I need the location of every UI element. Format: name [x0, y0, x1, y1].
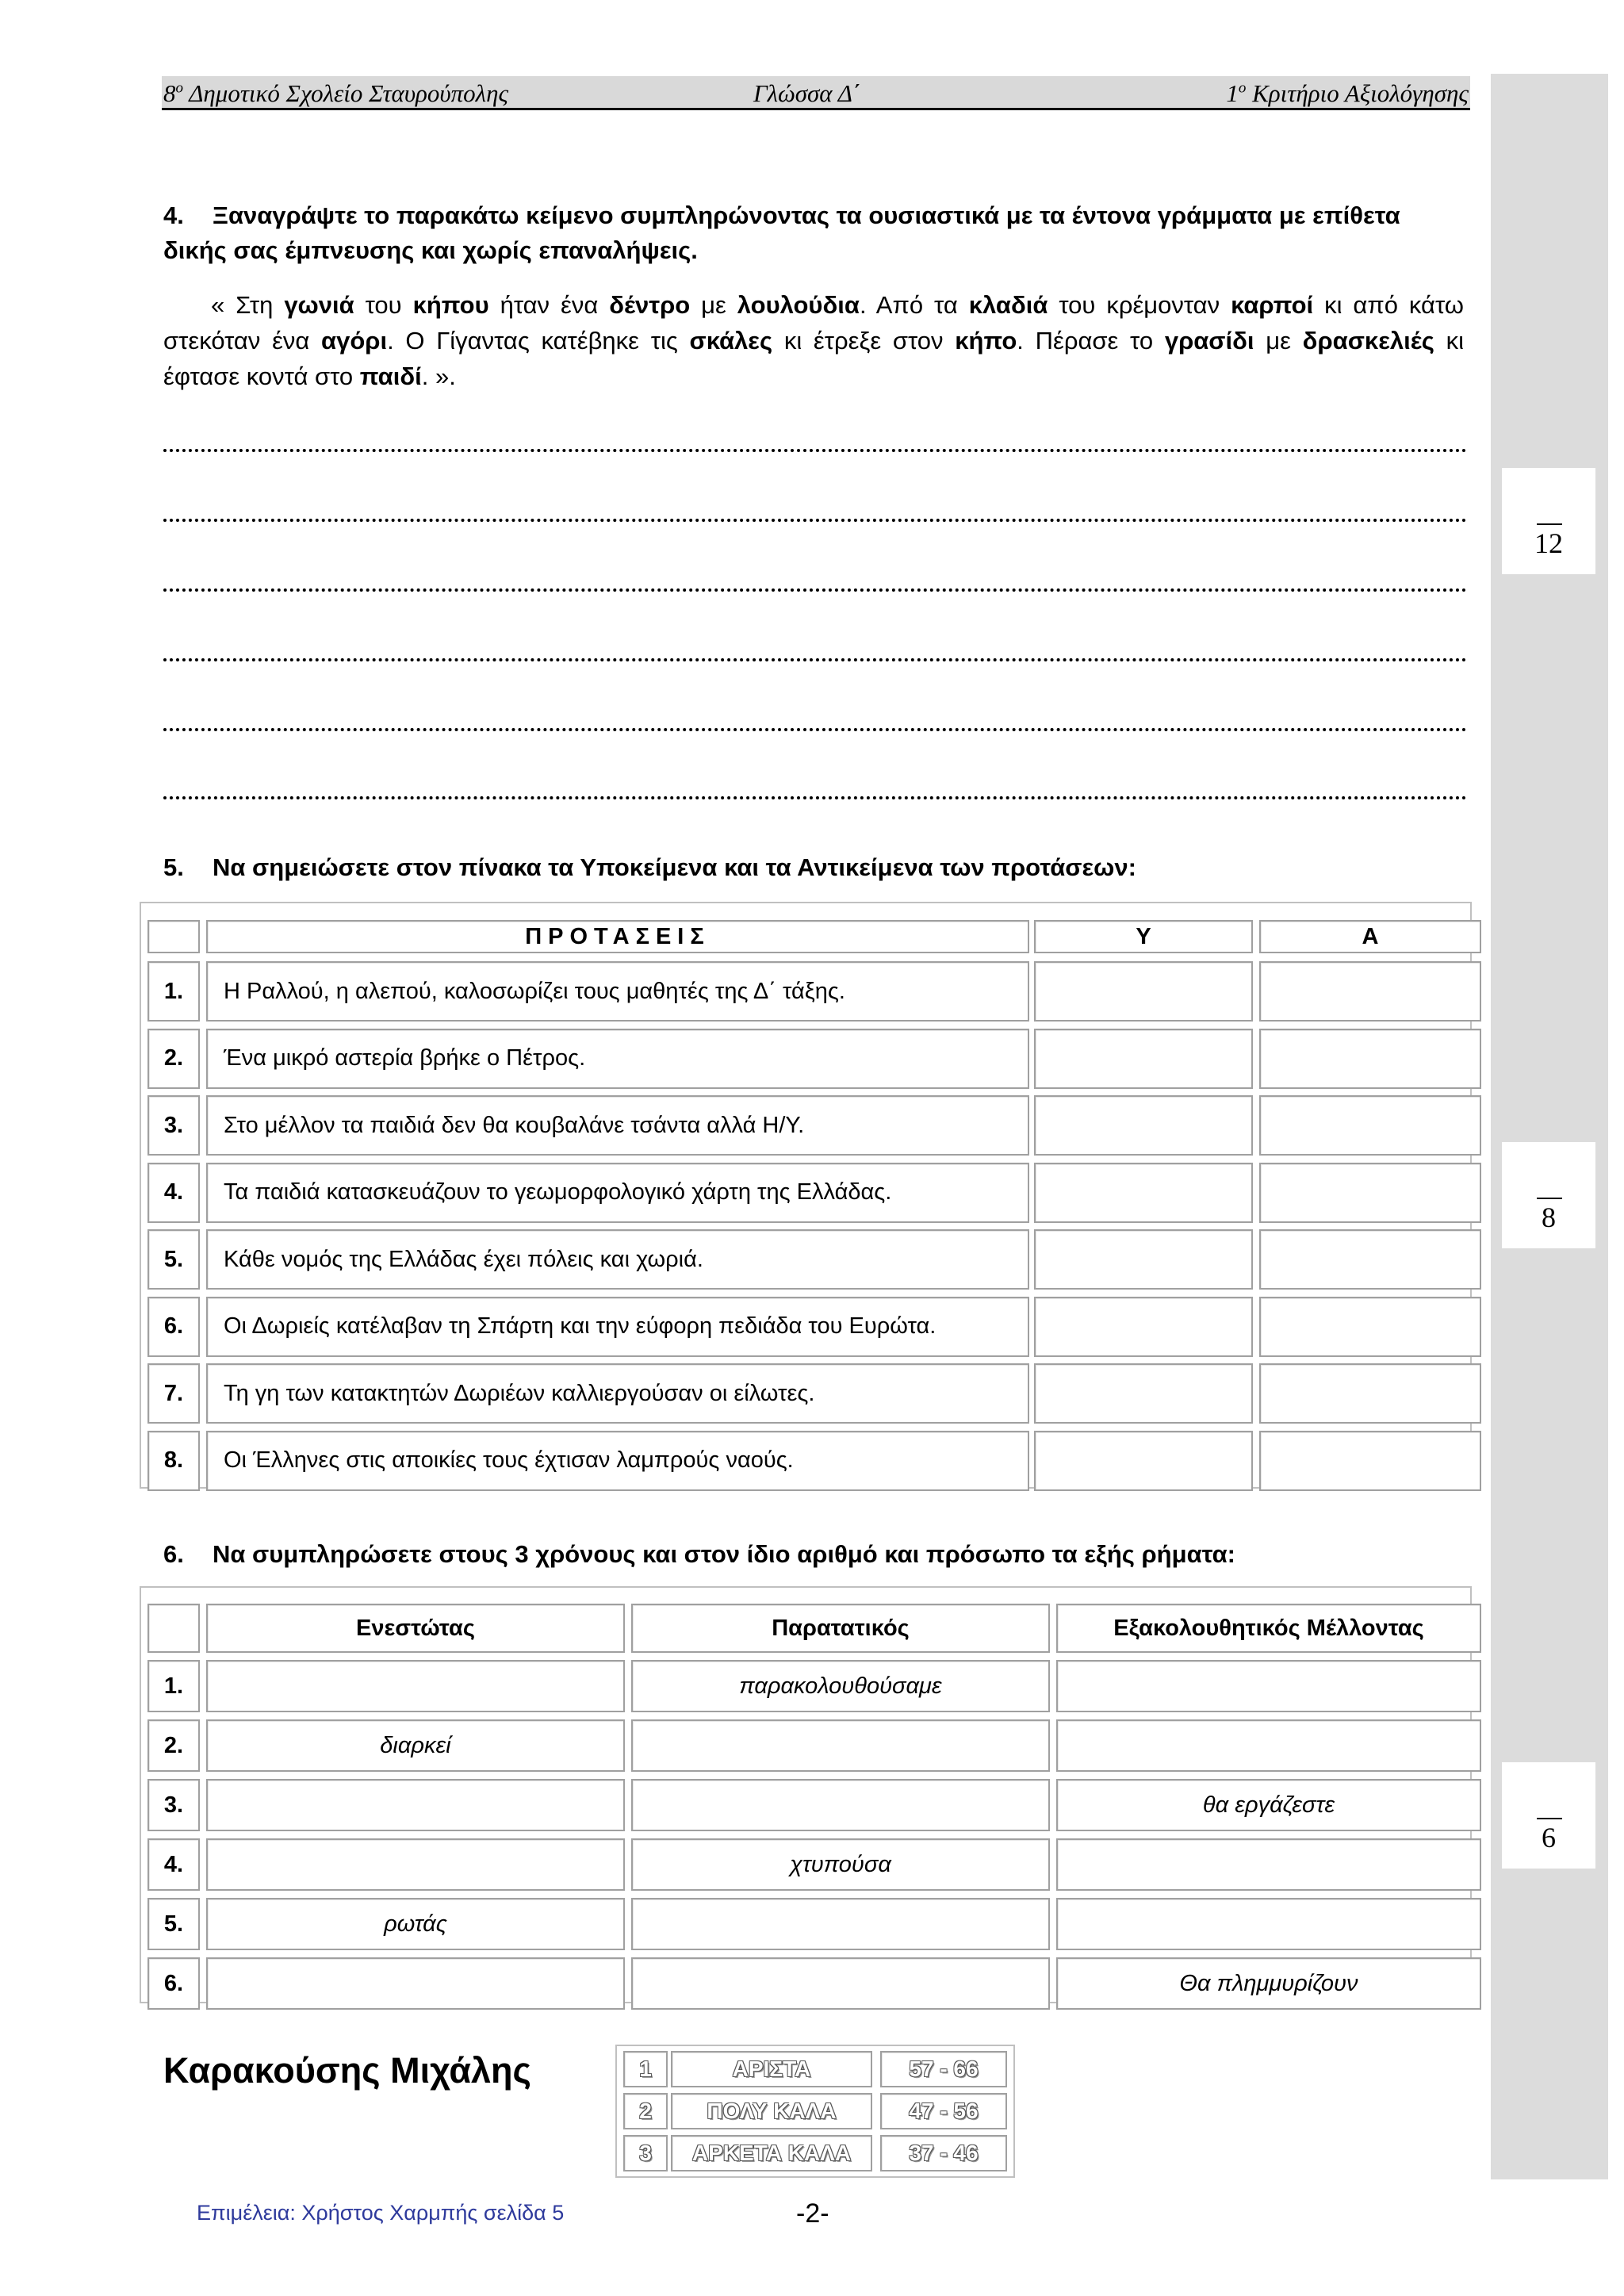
sentence-cell: Κάθε νομός της Ελλάδας έχει πόλεις και χωριά. — [206, 1229, 1029, 1290]
sentence-cell: Οι Δωριείς κατέλαβαν τη Σπάρτη και την εύφορη πεδιάδα του Ευρώτα. — [206, 1297, 1029, 1357]
sentence-cell: Ένα μικρό αστερία βρήκε ο Πέτρος. — [206, 1029, 1029, 1089]
grade-number: 1 — [623, 2051, 668, 2087]
verb-answer-cell[interactable] — [206, 1838, 625, 1891]
bold-noun: κλαδιά — [968, 291, 1048, 319]
subject-answer-cell[interactable] — [1034, 1363, 1253, 1424]
column-header-present: Ενεστώτας — [206, 1604, 625, 1653]
text-fragment: κι από κάτω στεκόταν ένα — [163, 291, 1464, 355]
verb-answer-cell[interactable] — [1056, 1660, 1481, 1712]
grade-label: ΑΡΚΕΤΑ ΚΑΛΑ — [671, 2135, 872, 2171]
object-answer-cell[interactable] — [1259, 1431, 1481, 1491]
verb-answer-cell[interactable] — [631, 1779, 1050, 1831]
page-number: -2- — [796, 2198, 829, 2229]
verb-answer-cell[interactable] — [1056, 1719, 1481, 1772]
text-fragment: . Πέρασε το — [1017, 327, 1165, 355]
verb-answer-cell[interactable] — [206, 1779, 625, 1831]
row-number: 2. — [147, 1029, 200, 1089]
grade-range: 37 - 46 — [880, 2135, 1007, 2171]
object-answer-cell[interactable] — [1259, 1095, 1481, 1156]
given-verb-cell: θα εργάζεστε — [1056, 1779, 1481, 1831]
row-number: 7. — [147, 1363, 200, 1424]
column-header-sentences: ΠΡΟΤΑΣΕΙΣ — [206, 920, 1029, 953]
bold-noun: κήπο — [955, 327, 1017, 355]
bold-noun: γρασίδι — [1164, 327, 1254, 355]
object-answer-cell[interactable] — [1259, 1163, 1481, 1223]
score-box-ex4[interactable] — [1502, 468, 1595, 574]
text-fragment: κι έφτασε κοντά στο — [163, 327, 1464, 390]
verb-answer-cell[interactable] — [631, 1898, 1050, 1950]
text-fragment: του κρέμονταν — [1048, 291, 1231, 319]
subject-answer-cell[interactable] — [1034, 961, 1253, 1022]
author-name: Καρακούσης Μιχάλης — [163, 2050, 531, 2091]
exercise-4-title: 4. Ξαναγράψτε το παρακάτω κείμενο συμπληρώνοντας τα ουσιαστικά με τα έντονα γράμματα με επίθετα δικής σας έμπνευσης και χωρίς επαναλήψεις. — [163, 201, 1400, 264]
exercise-4-text — [163, 287, 1464, 394]
sentence-cell: Οι Έλληνες στις αποικίες τους έχτισαν λαμπρούς ναούς. — [206, 1431, 1029, 1491]
page-header — [162, 76, 1470, 110]
grade-range: 57 - 66 — [880, 2051, 1007, 2087]
row-number: 6. — [147, 1297, 200, 1357]
grade-number: 3 — [623, 2135, 668, 2171]
answer-line[interactable] — [163, 796, 1467, 799]
bold-noun: κήπου — [412, 291, 489, 319]
score-bar — [1537, 1198, 1562, 1199]
column-header-subject: Υ — [1034, 920, 1253, 953]
bold-noun: καρποί — [1231, 291, 1314, 319]
row-number: 4. — [147, 1838, 200, 1891]
verb-answer-cell[interactable] — [1056, 1898, 1481, 1950]
row-number: 1. — [147, 1660, 200, 1712]
row-number: 3. — [147, 1779, 200, 1831]
score-total: 6 — [1542, 1822, 1556, 1853]
text-fragment: . Ο Γίγαντας κατέβηκε τις — [387, 327, 690, 355]
verb-answer-cell[interactable] — [206, 1660, 625, 1712]
row-number: 2. — [147, 1719, 200, 1772]
subject-answer-cell[interactable] — [1034, 1095, 1253, 1156]
text-fragment: . ». — [421, 362, 456, 390]
verb-answer-cell[interactable] — [1056, 1838, 1481, 1891]
row-number: 8. — [147, 1431, 200, 1491]
given-verb-cell: διαρκεί — [206, 1719, 625, 1772]
text-fragment: με — [1254, 327, 1303, 355]
answer-line[interactable] — [163, 519, 1467, 522]
header-school: $8^o$ Δημοτικό Σχολείο Σταυρούπολης — [163, 79, 509, 107]
row-number: 1. — [147, 961, 200, 1022]
answer-line[interactable] — [163, 728, 1467, 731]
bold-noun: δέντρο — [609, 291, 691, 319]
object-answer-cell[interactable] — [1259, 1029, 1481, 1089]
text-fragment: του — [354, 291, 413, 319]
score-total: 8 — [1542, 1202, 1556, 1233]
subject-answer-cell[interactable] — [1034, 1431, 1253, 1491]
text-fragment: κι έτρεξε στον — [772, 327, 956, 355]
column-header-imperfect: Παρατατικός — [631, 1604, 1050, 1653]
verb-answer-cell[interactable] — [631, 1719, 1050, 1772]
row-number: 4. — [147, 1163, 200, 1223]
score-box-ex5[interactable] — [1502, 1142, 1595, 1248]
text-fragment: με — [690, 291, 737, 319]
sentence-cell: Στο μέλλον τα παιδιά δεν θα κουβαλάνε τσάντα αλλά Η/Υ. — [206, 1095, 1029, 1156]
given-verb-cell: χτυπούσα — [631, 1838, 1050, 1891]
score-total: 12 — [1534, 527, 1563, 559]
subject-answer-cell[interactable] — [1034, 1163, 1253, 1223]
bold-noun: παιδί — [359, 362, 422, 390]
text-fragment: ήταν ένα — [488, 291, 610, 319]
sentence-cell: Η Ραλλού, η αλεπού, καλοσωρίζει τους μαθητές της Δ΄ τάξης. — [206, 961, 1029, 1022]
grade-range: 47 - 56 — [880, 2093, 1007, 2129]
exercise-6-title: 6. Να συμπληρώσετε στους 3 χρόνους και στον ίδιο αριθμό και πρόσωπο τα εξής ρήματα: — [163, 1540, 1235, 1568]
object-answer-cell[interactable] — [1259, 1363, 1481, 1424]
answer-line[interactable] — [163, 449, 1467, 452]
column-header-object: Α — [1259, 920, 1481, 953]
score-box-ex6[interactable] — [1502, 1762, 1595, 1869]
bold-noun: αγόρι — [321, 327, 388, 355]
header-subject: Γλώσσα Δ΄ — [753, 79, 861, 107]
given-verb-cell: Θα πλημμυρίζουν — [1056, 1957, 1481, 2010]
header-test: $1^o$ Κριτήριο Αξιολόγησης — [1226, 79, 1469, 107]
footer-credit: Επιμέλεια: Χρήστος Χαρμπής σελίδα 5 — [197, 2201, 565, 2225]
text-fragment: . Από τα — [859, 291, 969, 319]
object-answer-cell[interactable] — [1259, 961, 1481, 1022]
grade-number: 2 — [623, 2093, 668, 2129]
grade-label: ΑΡΙΣΤΑ — [671, 2051, 872, 2087]
header-empty — [147, 1604, 200, 1653]
score-bar — [1537, 523, 1562, 525]
row-number: 5. — [147, 1229, 200, 1290]
sentence-cell: Τη γη των κατακτητών Δωριέων καλλιεργούσαν οι είλωτες. — [206, 1363, 1029, 1424]
column-header-future: Εξακολουθητικός Μέλλοντας — [1056, 1604, 1481, 1653]
row-number: 3. — [147, 1095, 200, 1156]
subject-answer-cell[interactable] — [1034, 1229, 1253, 1290]
bold-noun: λουλούδια — [737, 291, 860, 319]
subject-answer-cell[interactable] — [1034, 1297, 1253, 1357]
exercise-5-title: 5. Να σημειώσετε στον πίνακα τα Υποκείμενα και τα Αντικείμενα των προτάσεων: — [163, 853, 1136, 881]
grade-label: ΠΟΛΥ ΚΑΛΑ — [671, 2093, 872, 2129]
verb-answer-cell[interactable] — [631, 1957, 1050, 2010]
score-bar — [1537, 1818, 1562, 1819]
bold-noun: γωνιά — [284, 291, 354, 319]
verb-answer-cell[interactable] — [206, 1957, 625, 2010]
row-number: 5. — [147, 1898, 200, 1950]
bold-noun: δρασκελιές — [1302, 327, 1434, 355]
given-verb-cell: παρακολουθούσαμε — [631, 1660, 1050, 1712]
answer-line[interactable] — [163, 658, 1467, 661]
row-number: 6. — [147, 1957, 200, 2010]
object-answer-cell[interactable] — [1259, 1229, 1481, 1290]
text-fragment: « Στη — [211, 291, 285, 319]
answer-line[interactable] — [163, 588, 1467, 592]
sentence-cell: Τα παιδιά κατασκευάζουν το γεωμορφολογικό χάρτη της Ελλάδας. — [206, 1163, 1029, 1223]
bold-noun: σκάλες — [689, 327, 773, 355]
given-verb-cell: ρωτάς — [206, 1898, 625, 1950]
object-answer-cell[interactable] — [1259, 1297, 1481, 1357]
subject-answer-cell[interactable] — [1034, 1029, 1253, 1089]
header-empty — [147, 920, 200, 953]
